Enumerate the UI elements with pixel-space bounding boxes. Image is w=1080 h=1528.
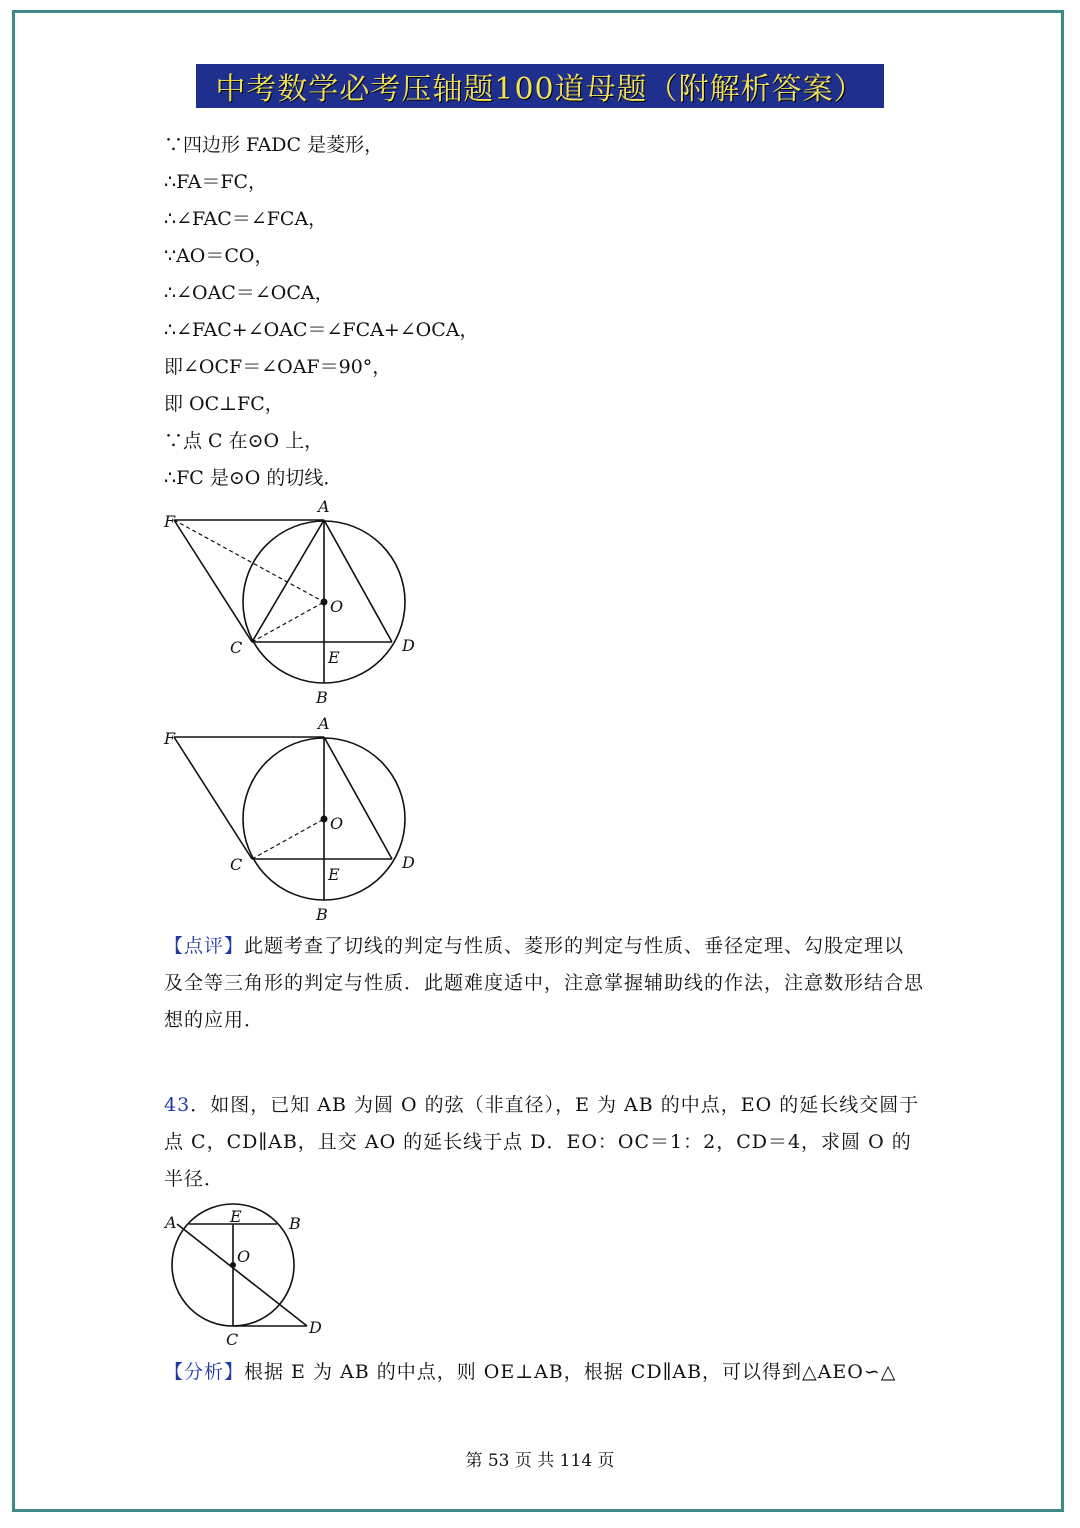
comment-paragraph [164, 928, 924, 1039]
center-point [321, 599, 328, 606]
analysis-text: 根据 E 为 AB 的中点，则 OE⊥AB，根据 CD∥AB，可以得到△AEO∽△ [244, 1361, 897, 1383]
geometry-figure-2 [150, 712, 430, 927]
geometry-figure-3 [155, 1195, 335, 1355]
label-f: F [164, 729, 176, 748]
dashed-co [252, 819, 324, 859]
label-a: A [165, 1213, 177, 1232]
proof-line: ∴∠FAC+∠OAC＝∠FCA+∠OCA， [164, 319, 479, 341]
label-o: O [237, 1247, 251, 1266]
label-e: E [328, 865, 340, 884]
proof-line: ∴FA＝FC， [164, 171, 268, 193]
label-b: B [289, 1214, 301, 1233]
dashed-fo [174, 520, 324, 602]
proof-line: ∵点 C 在⊙O 上， [164, 430, 324, 452]
question-paragraph [164, 1087, 924, 1198]
title-banner [196, 64, 884, 108]
label-c: C [230, 638, 243, 657]
label-c: C [226, 1330, 239, 1349]
label-b: B [316, 905, 328, 924]
label-e: E [328, 648, 340, 667]
page-number: 第 53 页 共 114 页 [465, 1451, 615, 1471]
center-point [321, 816, 328, 823]
segment-fc [174, 520, 252, 642]
center-point [230, 1262, 236, 1268]
proof-line: ∴∠OAC＝∠OCA， [164, 282, 334, 304]
segment-ca [252, 520, 324, 642]
label-o: O [330, 814, 344, 833]
segment-ad [324, 520, 392, 642]
label-d: D [309, 1318, 322, 1337]
analysis-paragraph [164, 1354, 924, 1391]
label-a: A [318, 497, 330, 516]
label-a: A [318, 714, 330, 733]
label-b: B [316, 688, 328, 707]
proof-line: 即 OC⊥FC， [164, 393, 284, 415]
page-title: 中考数学必考压轴题100道母题（附解析答案） [215, 72, 865, 107]
label-d: D [402, 853, 415, 872]
segment-fc [174, 737, 252, 859]
proof-line: 即∠OCF＝∠OAF＝90°， [164, 356, 392, 378]
comment-text: 此题考查了切线的判定与性质、菱形的判定与性质、垂径定理、勾股定理以及全等三角形的判定与性质．此题难度适中，注意掌握辅助线的作法，注意数形结合思想的应用． [164, 935, 925, 1031]
dashed-co [252, 602, 324, 642]
label-c: C [230, 855, 243, 874]
label-d: D [402, 636, 415, 655]
proof-line: ∵四边形 FADC 是菱形， [164, 134, 384, 156]
label-e: E [230, 1207, 242, 1226]
label-f: F [164, 512, 176, 531]
proof-line: ∵AO＝CO， [164, 245, 274, 267]
label-o: O [330, 597, 344, 616]
question-number: 43 [164, 1094, 191, 1116]
question-text: ．如图，已知 AB 为圆 O 的弦（非直径），E 为 AB 的中点，EO 的延长线交圆于点 C，CD∥AB，且交 AO 的延长线于点 D．EO：OC＝1：2，CD＝4，求圆 O 的半径． [164, 1094, 920, 1190]
analysis-tag: 【分析】 [164, 1361, 245, 1383]
segment-ad [324, 737, 392, 859]
proof-line: ∴∠FAC＝∠FCA， [164, 208, 328, 230]
comment-tag: 【点评】 [164, 935, 245, 957]
geometry-figure-1 [150, 495, 430, 710]
proof-line: ∴FC 是⊙O 的切线． [164, 467, 343, 489]
